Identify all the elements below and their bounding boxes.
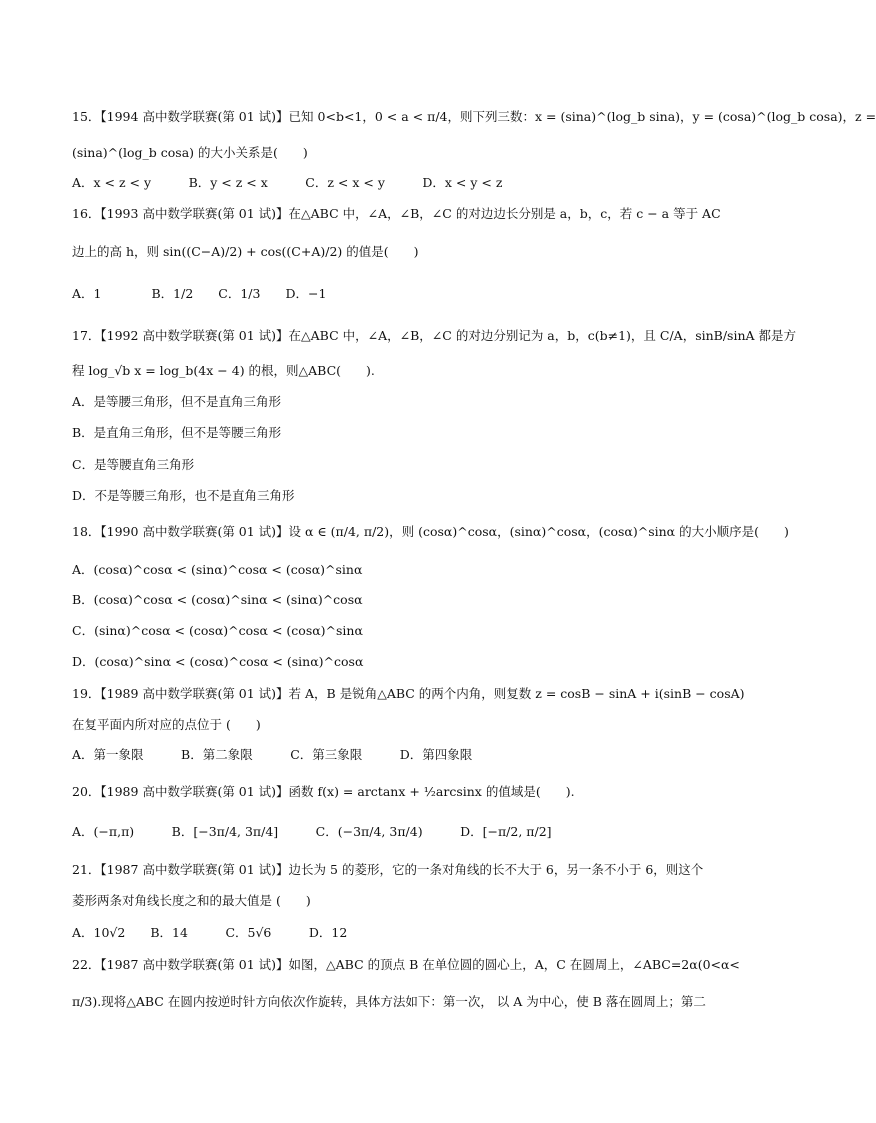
q17-line-1: 17．【1992 高中数学联赛(第 01 试)】在△ABC 中，∠A，∠B，∠C 的对边分别记为 a，b，c(b≠1)，且 C/A，sinB/sinA 都是方 (72, 328, 797, 343)
q20-options: A．(−π,π) B．[−3π/4, 3π/4] C．(−3π/4, 3π/4) D．[−π/2, π/2] (72, 824, 552, 839)
q18-option-b: B．(cosα)^cosα < (cosα)^sinα < (sinα)^cosα (72, 592, 363, 607)
q15-options: A．x < z < y B．y < z < x C．z < x < y D．x < y < z (72, 175, 503, 190)
q17-option-a: A．是等腰三角形，但不是直角三角形 (72, 394, 282, 409)
q21-line-1: 21．【1987 高中数学联赛(第 01 试)】边长为 5 的菱形，它的一条对角线的长不大于 6，另一条不小于 6，则这个 (72, 862, 704, 877)
q19-line-1: 19．【1989 高中数学联赛(第 01 试)】若 A，B 是锐角△ABC 的两个内角，则复数 z = cosB − sinA + i(sinB − cosA) (72, 686, 745, 701)
q17-option-c: C．是等腰直角三角形 (72, 457, 195, 472)
q15-line-1: 15．【1994 高中数学联赛(第 01 试)】已知 0<b<1，0 < a < π/4，则下列三数：x = (sina)^(log_b sina)，y = (cosa)^(log_b cosa)，z = (72, 109, 876, 124)
q16-line-2: 边上的高 h，则 sin((C−A)/2) + cos((C+A)/2) 的值是( ) (72, 244, 419, 259)
q16-line-1: 16．【1993 高中数学联赛(第 01 试)】在△ABC 中，∠A，∠B，∠C 的对边边长分别是 a，b，c，若 c − a 等于 AC (72, 206, 721, 221)
q15-line-2: (sina)^(log_b cosa) 的大小关系是( ) (72, 145, 308, 160)
q18-option-c: C．(sinα)^cosα < (cosα)^cosα < (cosα)^sinα (72, 623, 363, 638)
q21-line-2: 菱形两条对角线长度之和的最大值是 ( ) (72, 893, 311, 908)
q18-option-d: D．(cosα)^sinα < (cosα)^cosα < (sinα)^cosα (72, 654, 364, 669)
q21-options: A．10√2 B．14 C．5√6 D．12 (72, 925, 348, 940)
q18-option-a: A．(cosα)^cosα < (sinα)^cosα < (cosα)^sinα (72, 562, 363, 577)
q20-line-1: 20．【1989 高中数学联赛(第 01 试)】函数 f(x) = arctanx + ½arcsinx 的值域是( ). (72, 784, 575, 799)
q18-line-1: 18．【1990 高中数学联赛(第 01 试)】设 α ∈ (π/4, π/2)，则 (cosα)^cosα，(sinα)^cosα，(cosα)^sinα 的大小顺序是( ) (72, 524, 789, 539)
q19-options: A．第一象限 B．第二象限 C．第三象限 D．第四象限 (72, 747, 473, 762)
q22-line-2: π/3).现将△ABC 在圆内按逆时针方向依次作旋转，具体方法如下：第一次， 以 A 为中心，使 B 落在圆周上；第二 (72, 994, 706, 1009)
q19-line-2: 在复平面内所对应的点位于 ( ) (72, 717, 261, 732)
q16-options: A．1 B．1/2 C．1/3 D．−1 (72, 286, 327, 301)
q17-option-d: D．不是等腰三角形，也不是直角三角形 (72, 488, 295, 503)
q22-line-1: 22．【1987 高中数学联赛(第 01 试)】如图，△ABC 的顶点 B 在单位圆的圆心上，A，C 在圆周上，∠ABC=2α(0<α< (72, 957, 740, 972)
q17-option-b: B．是直角三角形，但不是等腰三角形 (72, 425, 282, 440)
q17-line-2: 程 log_√b x = log_b(4x − 4) 的根，则△ABC( ). (72, 363, 375, 378)
